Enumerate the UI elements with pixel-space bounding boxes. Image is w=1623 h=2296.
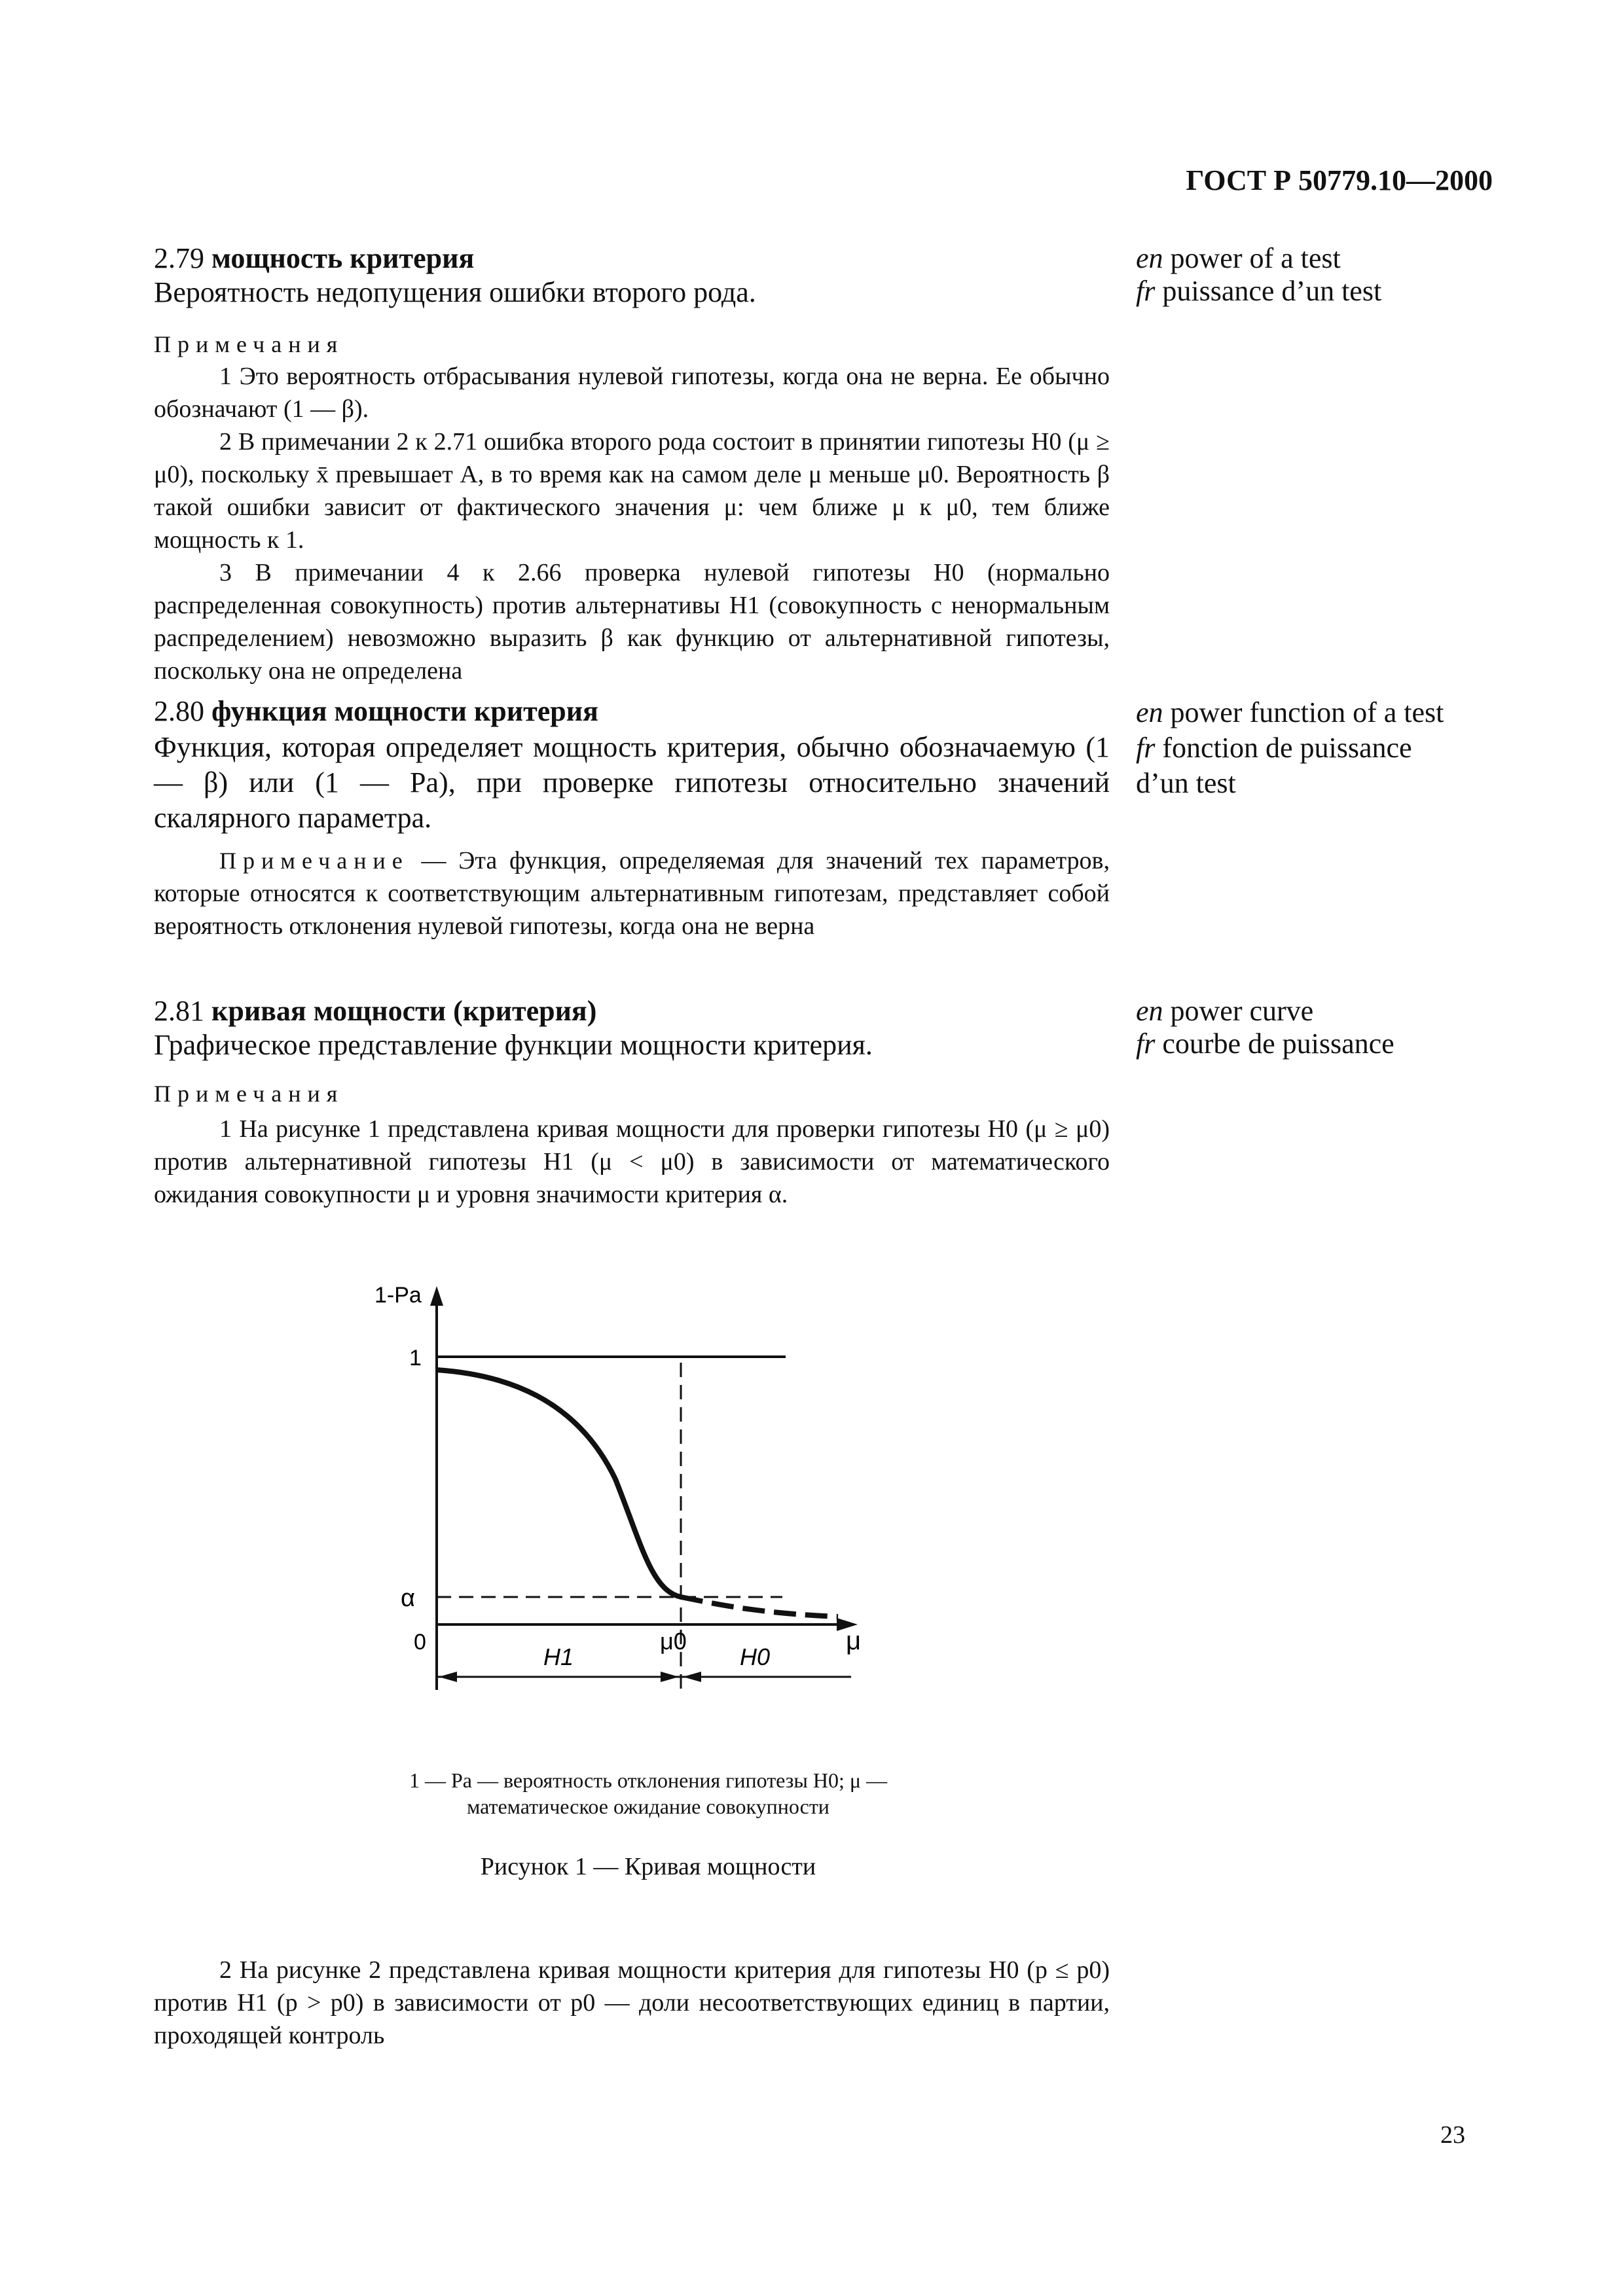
term-title: мощность критерия <box>211 242 475 274</box>
term-number: 2.81 <box>154 995 204 1027</box>
lang-fr: fr <box>1136 275 1156 307</box>
definition-2-81: Графическое представление функции мощности критерия. <box>154 1029 873 1061</box>
note-2-80 <box>154 844 1110 942</box>
lang-fr: fr <box>1136 732 1156 764</box>
term-title: функция мощности критерия <box>211 695 598 727</box>
term-title: кривая мощности (критерия) <box>211 995 597 1027</box>
power-curve <box>437 1370 681 1597</box>
note-heading: Примечание <box>219 848 409 874</box>
term-fr: fonction de puissance <box>1162 732 1412 764</box>
standard-number: ГОСТ Р 50779.10—2000 <box>1186 164 1493 196</box>
equivalents-2-81 <box>1136 995 1503 1060</box>
figure-caption: 1 — Pa — вероятность отклонения гипотезы H0; μ — математическое ожидание совокупности <box>409 1768 888 1818</box>
notes-2-81 <box>154 1113 1110 1211</box>
power-curve-figure <box>354 1283 877 1734</box>
term-en: power of a test <box>1170 242 1341 274</box>
y-tick-one: 1 <box>409 1346 422 1371</box>
term-number: 2.80 <box>154 695 204 727</box>
y-axis-arrow <box>430 1286 443 1306</box>
term-fr: courbe de puissance <box>1162 1028 1395 1060</box>
y-tick-alpha: α <box>401 1585 415 1612</box>
page-number: 23 <box>1440 2121 1465 2149</box>
lang-en: en <box>1136 696 1163 728</box>
term-2-80 <box>154 695 1110 728</box>
h1-label: H1 <box>543 1643 574 1670</box>
lang-en: en <box>1136 995 1163 1027</box>
x-tick-mu0: μ0 <box>660 1628 687 1655</box>
y-axis-label: 1-Pa <box>374 1283 422 1308</box>
definition-2-79: Вероятность недопущения ошибки второго рода. <box>154 276 756 308</box>
x-axis-label: μ <box>846 1626 862 1655</box>
lang-fr: fr <box>1136 1028 1156 1060</box>
equivalents-2-80 <box>1136 695 1503 801</box>
definition-2-80: Функция, которая определяет мощность критерия, обычно обозначаемую (1 — β) или (1 — Pa), при проверке гипотезы относительно значений скалярного параметра. <box>154 731 1110 834</box>
lang-en: en <box>1136 242 1163 274</box>
note-1: 1 На рисунке 1 представлена кривая мощности для проверки гипотезы H0 (μ ≥ μ0) против альтернативной гипотезы H1 (μ < μ0) в зависимости от математического ожидания совокупности μ и уровня значимости критерия α. <box>154 1115 1110 1208</box>
notes-heading: Примечания <box>154 331 344 357</box>
note-text: — Эта функция, определяемая для значений тех параметров, которые относятся к соответствующим альтернативным гипотезам, представляет собой вероятность отклонения нулевой гипотезы, когда она не верна <box>154 847 1110 940</box>
equivalents-2-79 <box>1136 242 1503 308</box>
h0-label: H0 <box>740 1643 771 1670</box>
term-number: 2.79 <box>154 242 204 274</box>
term-en: power curve <box>1170 995 1314 1027</box>
term-fr-cont: d’un test <box>1136 767 1236 799</box>
term-2-79 <box>154 242 1110 275</box>
notes-2-79 <box>154 360 1110 687</box>
term-en: power function of a test <box>1170 696 1444 728</box>
note-2: 2 В примечании 2 к 2.71 ошибка второго рода состоит в принятии гипотезы H0 (μ ≥ μ0), поскольку x̄ превышает A, в то время как на самом деле μ меньше μ0. Вероятность β такой ошибки зависит от фактического значения μ: чем ближе μ к μ0, тем ближе мощность к 1. <box>154 428 1110 554</box>
note-1: 1 Это вероятность отбрасывания нулевой гипотезы, когда она не верна. Ее обычно обозначают (1 — β). <box>154 363 1110 423</box>
term-fr: puissance d’un test <box>1162 275 1382 307</box>
figure-title: Рисунок 1 — Кривая мощности <box>480 1853 816 1880</box>
term-2-81 <box>154 995 1110 1028</box>
notes-heading: Примечания <box>154 1081 344 1107</box>
note-2-81-second <box>154 1954 1110 2052</box>
power-curve-extension <box>681 1597 838 1617</box>
note-2: 2 На рисунке 2 представлена кривая мощности критерия для гипотезы H0 (p ≤ p0) против H1 (p > p0) в зависимости от p0 — доли несоответствующих единиц в партии, проходящей контроль <box>154 1956 1110 2049</box>
note-3: 3 В примечании 4 к 2.66 проверка нулевой гипотезы H0 (нормально распределенная совокупность) против альтернативы H1 (совокупность с ненормальным распределением) невозможно выразить β как функцию от альтернативной гипотезы, поскольку она не определена <box>154 559 1110 685</box>
origin-label: 0 <box>414 1630 426 1655</box>
